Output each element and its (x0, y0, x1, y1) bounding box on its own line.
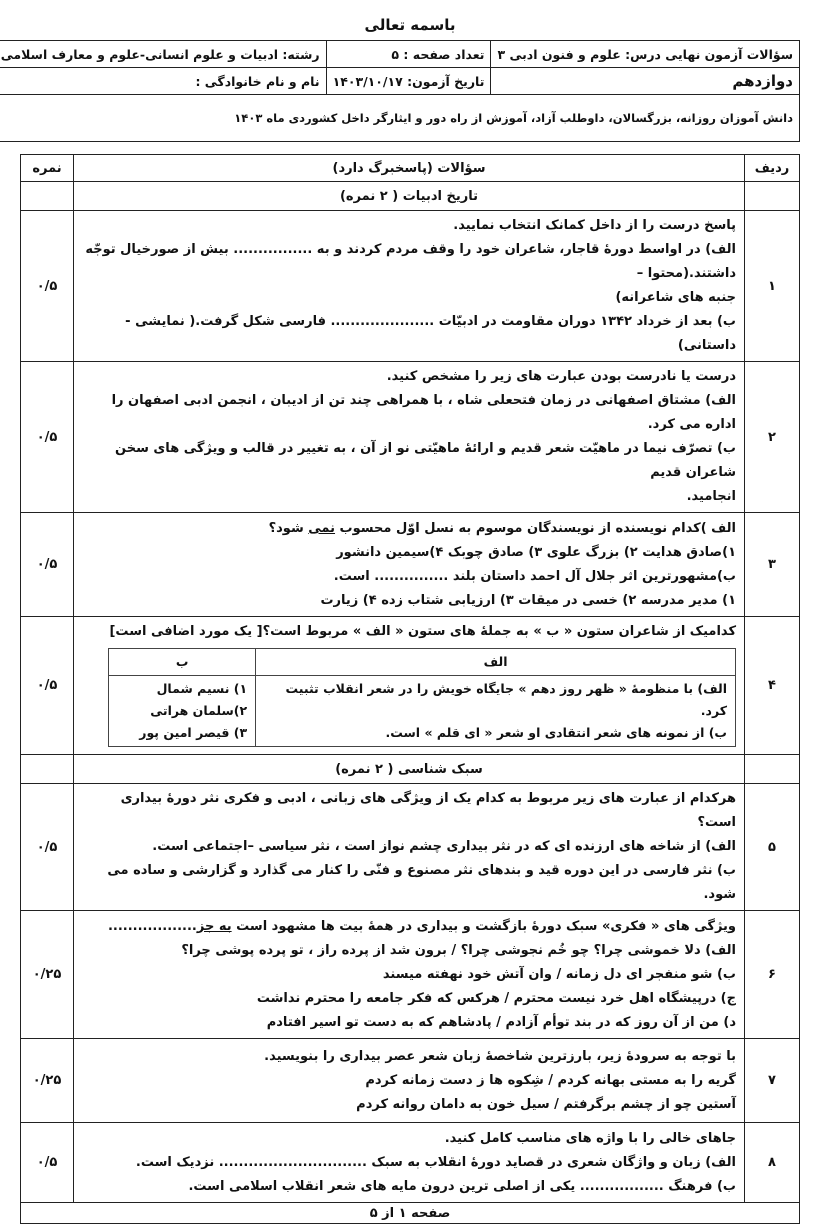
match-item: ۲)سلمان هراتی (150, 703, 248, 718)
question-line: ب) تصرّف نیما در ماهیّت شعر قدیم و ارائۀ ماهیّتی نو از آن ، به تغییر در قالب و ویژگی های سخن شاعران قدیم (115, 441, 736, 480)
bismillah: باسمه تعالی (364, 16, 456, 34)
question-line: ب) فرهنگ ................. یکی از اصلی ترین درون مایه های شعر انقلاب اسلامی است. (188, 1178, 736, 1194)
questions-table (20, 154, 800, 1224)
question-line: پاسخ درست را از داخل کمانک انتخاب نمایید. (453, 218, 736, 233)
exam-header (0, 40, 800, 142)
question-line: انجامید. (686, 489, 736, 504)
question-line: گریه را به مستی بهانه کردم / شِکوه ها ز دست زمانه کردم (365, 1072, 736, 1088)
question-line: الف) در اواسط دورۀ قاجار، شاعران خود را وقف مردم کردند و به ................ بیش از صورخیال توجّه داشتند.(محتوا – (85, 242, 736, 281)
column-b-items (109, 676, 256, 747)
question-stem: الف )کدام نویسنده از نویسندگان موسوم به نسل اوّل محسوب (335, 520, 736, 536)
question-number: ۸ (745, 1123, 800, 1203)
question-row (21, 617, 800, 755)
question-text (74, 1039, 745, 1123)
section-title: سبک شناسی ( ۲ نمره) (74, 755, 745, 784)
questions-header: سؤالات (پاسخبرگ دارد) (74, 155, 745, 182)
option: ۲) خسی در میقات (518, 592, 637, 608)
question-row (21, 211, 800, 362)
options (82, 541, 736, 565)
option: ۴) زیارت (320, 592, 377, 608)
question-stem: ویژگی های « فکری» سبک دورۀ بازگشت و بیداری در همۀ بیت ها مشهود است (231, 918, 736, 934)
exam-page (0, 10, 800, 1224)
option: ۲) بزرگ علوی (546, 544, 638, 560)
question-mark: ۰/۵ (21, 513, 74, 617)
question-text (74, 617, 745, 755)
question-mark: ۰/۵ (21, 1123, 74, 1203)
question-row (21, 362, 800, 513)
question-line: ب)مشهورترین اثر جلال آل احمد داستان بلند ............... است. (333, 568, 736, 584)
matching-table (108, 648, 736, 747)
question-stem-end: شود؟ (268, 520, 309, 536)
table-head (21, 155, 800, 182)
question-text (74, 1123, 745, 1203)
question-line: جنبه های شاعرانه) (615, 290, 736, 305)
question-line: الف) دلا خموشی چرا؟ چو خُم نجوشی چرا؟ / برون شد از پرده راز ، تو پرده پوشی چرا؟ (181, 942, 736, 958)
emphasis: نمی (308, 520, 336, 536)
question-line: الف) مشتاق اصفهانی در زمان فتحعلی شاه ، با همراهی چند تن از ادیبان ، انجمن ادبی اصفهان را اداره می کرد. (111, 393, 736, 432)
column-a-items (256, 676, 736, 747)
question-mark: ۰/۵ (21, 211, 74, 362)
question-number: ۱ (745, 211, 800, 362)
question-mark: ۰/۵ (21, 617, 74, 755)
options (82, 589, 736, 613)
name-field: نام و نام خانوادگی : (0, 68, 326, 95)
question-row (21, 513, 800, 617)
question-number: ۶ (745, 911, 800, 1039)
question-stem-end: .................. (107, 918, 197, 934)
subject: سؤالات آزمون نهایی درس: علوم و فنون ادبی ۳ (491, 41, 800, 68)
option: ۱) مدیر مدرسه (640, 592, 736, 608)
match-item: ۳) قیصر امین پور (139, 725, 248, 740)
option: ۳) صادق چوبک (447, 544, 543, 560)
question-mark: ۰/۲۵ (21, 911, 74, 1039)
question-line (82, 517, 736, 541)
exam-date: تاریخ آزمون: ۱۴۰۳/۱۰/۱۷ (326, 68, 491, 95)
footer-row (21, 1203, 800, 1224)
field: رشته: ادبیات و علوم انسانی-علوم و معارف اسلامی (0, 41, 326, 68)
question-number: ۷ (745, 1039, 800, 1123)
question-row (21, 1039, 800, 1123)
page-count: تعداد صفحه : ۵ (326, 41, 491, 68)
question-line: با توجه به سرودۀ زیر، بارزترین شاخصۀ زبان شعر عصر بیداری را بنویسید. (264, 1048, 736, 1064)
question-line: کدامیک از شاعران ستون « ب » به جملۀ های ستون « الف » مربوط است؟[ یک مورد اضافی است] (109, 624, 736, 639)
question-line: د) من از آن روز که در بند توأم آزادم / پادشاهم که به دست تو اسیر افتادم (266, 1014, 736, 1030)
question-line: جاهای خالی را با واژه های مناسب کامل کنید. (444, 1130, 736, 1146)
row-header: ردیف (745, 155, 800, 182)
match-item: ۱) نسیم شمال (156, 681, 248, 696)
question-mark: ۰/۵ (21, 784, 74, 911)
column-a-header: الف (256, 649, 736, 676)
question-number: ۳ (745, 513, 800, 617)
question-line (82, 915, 736, 939)
section-row (21, 755, 800, 784)
question-number: ۲ (745, 362, 800, 513)
question-row (21, 1123, 800, 1203)
question-line: الف) از شاخه های ارزنده ای که در نثر بیداری چشم نواز است ، نثر سیاسی –اجتماعی است. (152, 839, 736, 854)
match-item: الف) با منظومۀ « ظهر روز دهم » جایگاه خویش را در شعر انقلاب تثبیت کرد. (285, 681, 727, 718)
option: ۳) ارزیابی شتاب زده (381, 592, 514, 608)
question-row (21, 784, 800, 911)
question-text (74, 211, 745, 362)
question-line: الف) زبان و واژگان شعری در قصاید دورۀ انقلاب به سبک .............................. نزدیک است. (135, 1154, 736, 1170)
page-number: صفحه ۱ از ۵ (21, 1203, 800, 1224)
section-title: تاریخ ادبیات ( ۲ نمره) (74, 182, 745, 211)
mark-header: نمره (21, 155, 74, 182)
question-mark: ۰/۵ (21, 362, 74, 513)
question-line: ب) شو منفجر ای دل زمانه / وان آتش خود نهفته میسند (382, 966, 736, 982)
option: ۱)صادق هدایت (642, 544, 736, 560)
question-number: ۵ (745, 784, 800, 911)
question-line: ج) درپیشگاه اهل خرد نیست محترم / هرکس که فکر جامعه را محترم نداشت (256, 990, 736, 1006)
question-text (74, 911, 745, 1039)
question-row (21, 911, 800, 1039)
column-b-header: ب (109, 649, 256, 676)
question-line: هرکدام از عبارت های زیر مربوط به کدام یک از ویژگی های زبانی ، ادبی و فکری نثر دورۀ بیداری است؟ (120, 791, 736, 830)
question-line: آستین چو از چشم برگرفتم / سیل خون به دامان روانه کردم (356, 1096, 736, 1112)
grade: دوازدهم (491, 68, 800, 95)
question-line: ب) نثر فارسی در این دوره قید و بندهای نثر مصنوع و فنّی را کنار می گذارد و گزارشی و ساده می شود. (107, 863, 736, 902)
question-line: درست یا نادرست بودن عبارت های زیر را مشخص کنید. (386, 369, 736, 384)
option: ۴)سیمین دانشور (336, 544, 444, 560)
question-text (74, 513, 745, 617)
question-text (74, 362, 745, 513)
question-mark: ۰/۲۵ (21, 1039, 74, 1123)
question-number: ۴ (745, 617, 800, 755)
students-note: دانش آموزان روزانه، بزرگسالان، داوطلب آزاد، آموزش از راه دور و ایثارگر داخل کشوردی ماه ۱۴۰۳ (0, 95, 800, 142)
match-item: ب) از نمونه های شعر انتقادی او شعر « ای قلم » است. (385, 725, 727, 740)
emphasis: به جز (196, 918, 232, 934)
question-line: ب) بعد از خرداد ۱۳۴۲ دوران مقاومت در ادبیّات ..................... فارسی شکل گرفت.( نمایشی - داستانی) (125, 314, 736, 353)
question-text (74, 784, 745, 911)
section-row (21, 182, 800, 211)
